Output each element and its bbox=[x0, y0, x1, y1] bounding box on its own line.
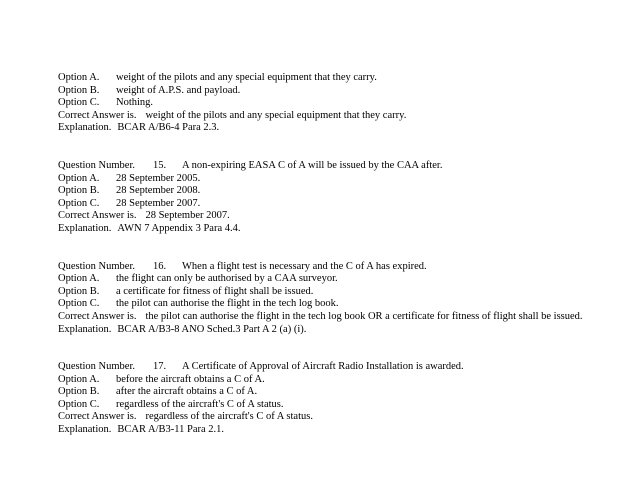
question-number: 17. bbox=[153, 361, 167, 373]
question-block-17 bbox=[58, 361, 628, 437]
option-label: Option C. bbox=[58, 97, 100, 109]
question-text: When a flight test is necessary and the C of A has expired. bbox=[182, 260, 427, 272]
explanation-label: Explanation. bbox=[58, 323, 112, 335]
option-label: Option B. bbox=[58, 84, 100, 96]
option-text: Nothing. bbox=[116, 97, 154, 109]
option-text: before the aircraft obtains a C of A. bbox=[116, 373, 265, 385]
explanation-row bbox=[58, 223, 628, 236]
explanation-label: Explanation. bbox=[58, 222, 112, 234]
question-number: 16. bbox=[153, 260, 167, 272]
option-b-row bbox=[58, 85, 628, 98]
correct-answer-label: Correct Answer is. bbox=[58, 411, 137, 423]
option-text: weight of the pilots and any special equipment that they carry. bbox=[116, 72, 377, 83]
correct-answer-label: Correct Answer is. bbox=[58, 210, 137, 222]
question-text: A Certificate of Approval of Aircraft Radio Installation is awarded. bbox=[182, 361, 464, 373]
option-label: Option B. bbox=[58, 386, 100, 398]
option-text: regardless of the aircraft's C of A status. bbox=[116, 398, 284, 410]
explanation-row bbox=[58, 122, 628, 135]
correct-answer-text: the pilot can authorise the flight in the tech log book OR a certificate for fitness of flight shall be issued. bbox=[145, 310, 583, 322]
option-text: 28 September 2008. bbox=[116, 185, 201, 197]
document-page bbox=[58, 72, 628, 437]
explanation-text: BCAR A/B3-11 Para 2.1. bbox=[117, 424, 225, 436]
option-label: Option C. bbox=[58, 197, 100, 209]
option-text: weight of A.P.S. and payload. bbox=[116, 84, 241, 96]
option-label: Option A. bbox=[58, 172, 100, 184]
option-a-row bbox=[58, 72, 628, 85]
option-a-row bbox=[58, 173, 628, 186]
option-label: Option A. bbox=[58, 72, 100, 83]
correct-answer-row bbox=[58, 311, 628, 324]
option-label: Option C. bbox=[58, 398, 100, 410]
explanation-label: Explanation. bbox=[58, 122, 112, 134]
explanation-text: AWN 7 Appendix 3 Para 4.4. bbox=[117, 222, 241, 234]
explanation-text: BCAR A/B6-4 Para 2.3. bbox=[117, 122, 220, 134]
option-text: 28 September 2005. bbox=[116, 172, 201, 184]
option-label: Option A. bbox=[58, 273, 100, 285]
option-c-row bbox=[58, 198, 628, 211]
question-row bbox=[58, 361, 628, 374]
question-block-16 bbox=[58, 261, 628, 337]
question-block-15 bbox=[58, 160, 628, 236]
option-text: 28 September 2007. bbox=[116, 197, 201, 209]
question-label: Question Number. bbox=[58, 159, 135, 171]
option-text: a certificate for fitness of flight shall be issued. bbox=[116, 285, 314, 297]
explanation-text: BCAR A/B3-8 ANO Sched.3 Part A 2 (a) (i). bbox=[117, 323, 307, 335]
correct-answer-text: weight of the pilots and any special equipment that they carry. bbox=[145, 109, 407, 121]
option-c-row bbox=[58, 399, 628, 412]
question-block-14 bbox=[58, 72, 628, 135]
explanation-row bbox=[58, 424, 628, 437]
option-b-row bbox=[58, 185, 628, 198]
question-label: Question Number. bbox=[58, 361, 135, 373]
option-b-row bbox=[58, 386, 628, 399]
question-text: A non-expiring EASA C of A will be issued by the CAA after. bbox=[182, 159, 443, 171]
correct-answer-row bbox=[58, 210, 628, 223]
option-a-row bbox=[58, 273, 628, 286]
option-text: after the aircraft obtains a C of A. bbox=[116, 386, 258, 398]
correct-answer-text: regardless of the aircraft's C of A status. bbox=[145, 411, 313, 423]
option-text: the flight can only be authorised by a CAA surveyor. bbox=[116, 273, 338, 285]
option-label: Option A. bbox=[58, 373, 100, 385]
option-c-row bbox=[58, 298, 628, 311]
option-label: Option C. bbox=[58, 298, 100, 310]
option-label: Option B. bbox=[58, 285, 100, 297]
correct-answer-label: Correct Answer is. bbox=[58, 109, 137, 121]
question-row bbox=[58, 261, 628, 274]
question-number: 15. bbox=[153, 159, 167, 171]
correct-answer-row bbox=[58, 110, 628, 123]
question-label: Question Number. bbox=[58, 260, 135, 272]
question-row bbox=[58, 160, 628, 173]
option-a-row bbox=[58, 374, 628, 387]
explanation-row bbox=[58, 324, 628, 337]
option-text: the pilot can authorise the flight in the tech log book. bbox=[116, 298, 339, 310]
option-b-row bbox=[58, 286, 628, 299]
correct-answer-label: Correct Answer is. bbox=[58, 310, 137, 322]
correct-answer-text: 28 September 2007. bbox=[145, 210, 230, 222]
correct-answer-row bbox=[58, 411, 628, 424]
option-label: Option B. bbox=[58, 185, 100, 197]
explanation-label: Explanation. bbox=[58, 424, 112, 436]
option-c-row bbox=[58, 97, 628, 110]
